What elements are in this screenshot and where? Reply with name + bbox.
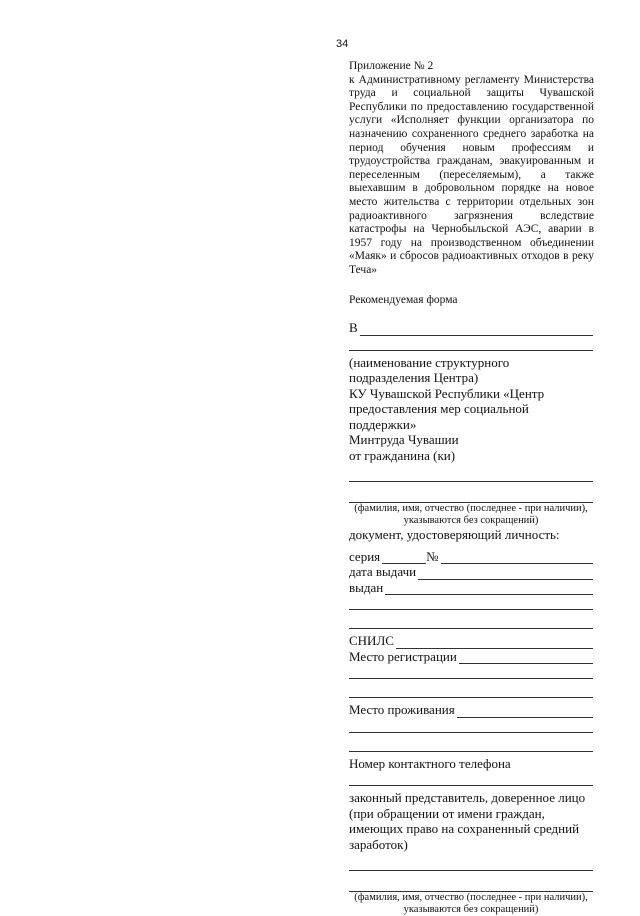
residence-row <box>349 702 593 718</box>
appendix-header <box>349 60 594 278</box>
id-document-label: документ, удостоверяющий личность: <box>349 527 560 542</box>
residence-line-3[interactable] <box>349 737 593 752</box>
issued-by-label: выдан <box>349 579 384 595</box>
series-field[interactable] <box>382 551 426 564</box>
snils-label: СНИЛС <box>349 633 394 648</box>
snils-row <box>349 633 593 649</box>
residence-line-2[interactable] <box>349 718 593 733</box>
issued-by-row <box>349 580 593 596</box>
unit-caption: (наименование структурного подразделения Центра) <box>349 354 510 385</box>
number-label: № <box>426 548 439 564</box>
residence-label: Место проживания <box>349 702 455 717</box>
appendix-title: Приложение № 2 <box>349 60 434 72</box>
organization-name: КУ Чувашской Республики «Центр предоставления мер социальной поддержки» <box>349 385 545 432</box>
recipient-prefix: В <box>349 320 358 335</box>
representative-text: законный представитель, доверенное лицо (при обращении от имени граждан, имеющих право на сохраненный средний заработок) <box>349 790 586 852</box>
registration-line-3[interactable] <box>349 683 593 698</box>
representative-name-line-1[interactable] <box>349 856 593 871</box>
residence-field[interactable] <box>457 705 593 718</box>
issue-date-label: дата выдачи <box>349 564 417 579</box>
phone-field[interactable] <box>349 771 593 786</box>
series-number-row <box>349 549 593 565</box>
issued-by-line-2[interactable] <box>349 595 593 610</box>
registration-label: Место регистрации <box>349 648 457 664</box>
applicant-name-line-1[interactable] <box>349 467 593 482</box>
recipient-line-2[interactable] <box>349 336 593 351</box>
series-label: серия <box>349 548 381 564</box>
recipient-line[interactable] <box>360 323 593 336</box>
page-number: 34 <box>336 38 349 50</box>
issue-date-row <box>349 564 593 580</box>
ministry-name: Минтруда Чувашии <box>349 432 459 447</box>
appendix-text: к Административному регламенту Министерства труда и социальной защиты Чувашской Республики по предоставлению государственной услуги «Исполняет функции организатора по назначению сохраненного среднего заработка на период обучения новым профессиям и трудоустройства гражданам, эвакуированным и переселенным (переселяемым), а также выехавшим в добровольном порядке на новое место жительства с территории отдельных зон радиоактивного загрязнения вследствие катастрофы на Чернобыльской АЭС, аварии в 1957 году на производственном объединении «Маяк» и сбросов радиоактивных отходов в реку Теча» <box>349 73 594 276</box>
snils-field[interactable] <box>396 636 593 649</box>
registration-row <box>349 649 593 665</box>
form-type-label: Рекомендуемая форма <box>349 294 458 306</box>
application-form <box>349 320 593 916</box>
representative-name-note: (фамилия, имя, отчество (последнее - при наличии), указываются без сокращений) <box>354 892 588 915</box>
registration-line-2[interactable] <box>349 664 593 679</box>
recipient-row <box>349 320 593 336</box>
number-field[interactable] <box>441 551 593 564</box>
name-note: (фамилия, имя, отчество (последнее - при наличии), указываются без сокращений) <box>354 503 588 526</box>
representative-name-line-2[interactable] <box>349 877 593 892</box>
phone-label: Номер контактного телефона <box>349 755 511 771</box>
registration-field[interactable] <box>459 651 593 664</box>
from-label: от гражданина (ки) <box>349 447 456 463</box>
issued-by-field[interactable] <box>385 582 593 595</box>
issued-by-line-3[interactable] <box>349 614 593 629</box>
issue-date-field[interactable] <box>418 567 593 580</box>
applicant-name-line-2[interactable] <box>349 488 593 503</box>
